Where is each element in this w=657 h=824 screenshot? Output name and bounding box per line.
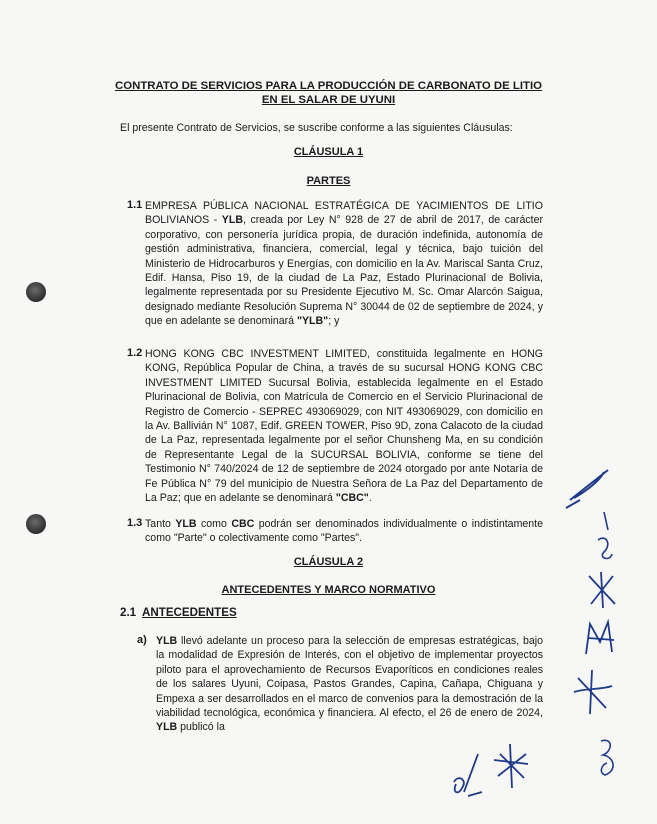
initials-signature [448, 752, 488, 800]
initials-signature [580, 618, 620, 658]
clause-1-heading: CLÁUSULA 1 [293, 146, 364, 158]
initials-signature [595, 735, 620, 780]
clause-1-subheading: PARTES [306, 175, 351, 187]
punch-hole [26, 514, 46, 534]
item-number: 1.2 [127, 347, 143, 359]
punch-hole [26, 282, 46, 302]
intro-paragraph: El presente Contrato de Servicios, se suscribe conforme a las siguientes Cláusulas: [120, 122, 513, 134]
initials-signature [585, 570, 620, 610]
party-ylb-paragraph: EMPRESA PÚBLICA NACIONAL ESTRATÉGICA DE YACIMIENTOS DE LITIO BOLIVIANOS - YLB, creada por Ley N° 928 de 27 de abril de 2017, de carácter corporativo, con personería jurídica propia, de duración indefinida, autonomía de gestión administrativa, financiera, comercial, legal y técnica, bajo tuición del Ministerio de Hidrocarburos y Energías, con domicilio en la Av. Mariscal Santa Cruz, Edif. Hansa, Piso 19, de la ciudad de La Paz, Estado Plurinacional de Bolivia, legalmente representada por su Presidente Ejecutivo M. Sc. Omar Alarcón Saigua, designado mediante Resolución Suprema N° 30044 de 02 de septiembre de 2024, y que en adelante se denominará "YLB"; y [145, 200, 543, 328]
item-number: 1.1 [127, 199, 143, 211]
initials-signature [570, 668, 615, 718]
parties-definition-paragraph: Tanto YLB como CBC podrán ser denominados individualmente o indistintamente como "Parte" o colectivamente como "Partes". [145, 518, 544, 545]
clause-2-subheading: ANTECEDENTES Y MARCO NORMATIVO [221, 584, 436, 596]
section-number: 2.1 [120, 606, 137, 619]
antecedents-item-a: YLB llevó adelante un proceso para la selección de empresas estratégicas, bajo la modalidad de Expresión de Interés, con el objetivo de implementar proyectos piloto para el aprovechamiento de Recursos Evaporíticos en condiciones reales de los salares Uyuni, Coipasa, Pastos Grandes, Capina, Cañapa, Chiguana y Empexa a ser desarrollados en el marco de convenios para la demostración de la viabilidad tecnológica, económica y financiera. Al efecto, el 26 de enero de 2024, YLB publicó la [156, 635, 543, 734]
item-label: a) [137, 634, 147, 646]
document-title: CONTRATO DE SERVICIOS PARA LA PRODUCCIÓN DE CARBONATO DE LITIO EN EL SALAR DE UYUNI [115, 80, 542, 106]
section-title: ANTECEDENTES [142, 606, 237, 619]
item-number: 1.3 [127, 517, 143, 529]
clause-2-heading: CLÁUSULA 2 [293, 556, 364, 568]
party-cbc-paragraph: HONG KONG CBC INVESTMENT LIMITED, constituida legalmente en HONG KONG, República Popular de China, a través de su sucursal HONG KONG CBC INVESTMENT LIMITED Sucursal Bolivia, establecida legalmente en el Estado Plurinacional de Bolivia, con Matrícula de Comercio en el Servicio Plurinacional de Registro de Comercio - SEPREC 493069029, con NIT 493069029, con domicilio en la Av. Ballivián N° 1087, Edif. GREEN TOWER, Piso 9D, zona Calacoto de la ciudad de La Paz, representada legalmente por el señor Chunsheng Ma, en su condición de Representante Legal de la SUCURSAL BOLIVIA, conforme se tiene del Testimonio N° 740/2024 de 12 de septiembre de 2024 otorgado por ante Notaría de Fe Pública N° 79 del municipio de Nuestra Señora de La Paz del Departamento de La Paz; que en adelante se denominará "CBC". [145, 348, 543, 505]
initials-signature [490, 742, 532, 792]
